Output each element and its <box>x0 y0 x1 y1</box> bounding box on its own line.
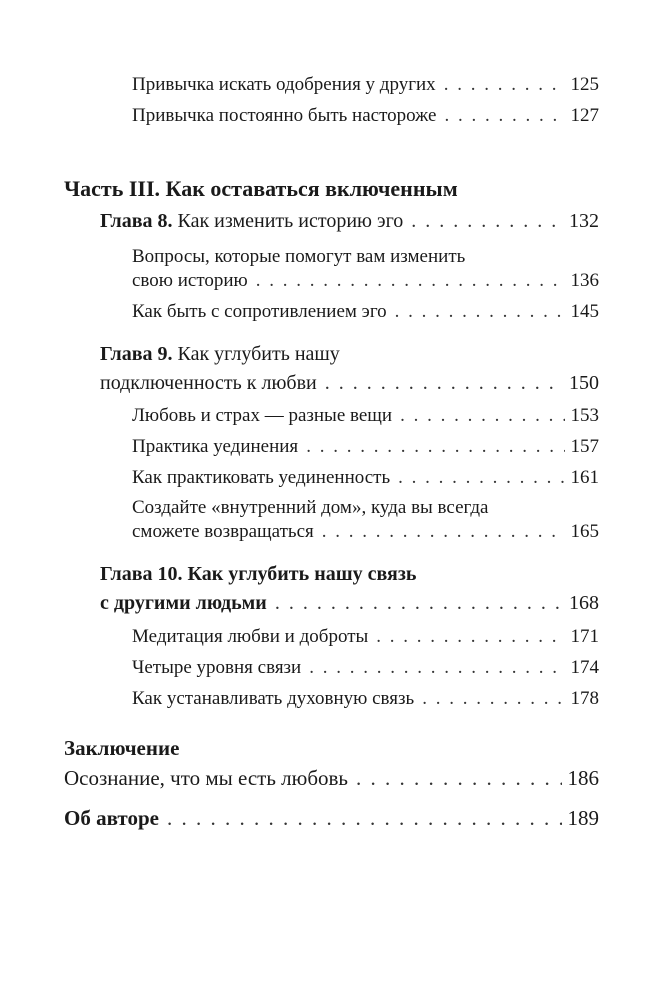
dot-leader <box>395 301 565 323</box>
toc-entry[interactable] <box>132 105 599 127</box>
chapter-title-line1 <box>100 563 416 586</box>
toc-page-number: 127 <box>570 105 599 126</box>
toc-entry[interactable] <box>132 436 599 458</box>
chapter-title-text: подключенность к любви <box>100 372 317 394</box>
dot-leader <box>376 626 564 648</box>
toc-page-number: 153 <box>570 405 599 426</box>
chapter-entry[interactable] <box>100 372 599 395</box>
dot-leader <box>400 405 564 427</box>
toc-entry[interactable] <box>132 688 599 710</box>
chapter-title-text: Как углубить нашу связь <box>187 563 417 585</box>
chapter-title-text: с другими людьми <box>100 592 267 614</box>
toc-page-number: 150 <box>569 372 599 394</box>
toc-entry-title: Привычка искать одобрения у других <box>132 74 436 95</box>
chapter-entry[interactable] <box>100 592 599 615</box>
part-heading: Часть III. Как оставаться включенным <box>64 176 458 201</box>
toc-page-number: 189 <box>567 806 599 830</box>
dot-leader <box>256 270 565 292</box>
toc-entry-title: свою историю <box>132 270 248 291</box>
toc-entry[interactable] <box>64 766 599 791</box>
toc-page-number: 157 <box>570 436 599 457</box>
dot-leader <box>444 105 564 127</box>
toc-entry-title: сможете возвращаться <box>132 521 314 542</box>
toc-page-number: 174 <box>570 657 599 678</box>
toc-entry[interactable] <box>132 467 599 489</box>
toc-entry-title: Как практиковать уединенность <box>132 467 391 488</box>
toc-page-number: 165 <box>570 521 599 542</box>
toc-entry-title: Об авторе <box>64 806 159 830</box>
toc-entry[interactable] <box>64 806 599 831</box>
dot-leader <box>444 74 565 96</box>
dot-leader <box>275 592 563 615</box>
chapter-title-line1 <box>100 343 340 366</box>
chapter-title <box>100 210 403 233</box>
toc-entry-title: Практика уединения <box>132 436 299 457</box>
dot-leader <box>325 372 563 395</box>
chapter-title-text: Как изменить историю эго <box>177 210 404 232</box>
toc-page-number: 186 <box>567 766 599 790</box>
chapter-entry[interactable] <box>100 210 599 233</box>
chapter-label: Глава 8. <box>100 210 173 232</box>
toc-entry[interactable] <box>132 74 599 96</box>
dot-leader <box>322 521 565 543</box>
dot-leader <box>411 210 563 233</box>
chapter-title-text: Как углубить нашу <box>177 343 340 365</box>
toc-page-number: 132 <box>569 210 599 232</box>
toc-page-number: 161 <box>570 467 599 488</box>
chapter-label: Глава 10. <box>100 563 183 585</box>
dot-leader <box>398 467 564 489</box>
chapter-label: Глава 9. <box>100 343 173 365</box>
conclusion-heading: Заключение <box>64 736 180 760</box>
toc-page-number: 178 <box>570 688 599 709</box>
dot-leader <box>422 688 564 710</box>
dot-leader <box>309 657 564 679</box>
dot-leader <box>306 436 564 458</box>
toc-entry-title: Четыре уровня связи <box>132 657 302 678</box>
dot-leader <box>356 766 561 791</box>
toc-entry-title: Любовь и страх — разные вещи <box>132 405 393 426</box>
toc-entry-title: Как устанавливать духовную связь <box>132 688 415 709</box>
toc-page-number: 168 <box>569 592 599 614</box>
toc-entry-title-line1: Создайте «внутренний дом», куда вы всегда <box>132 497 489 518</box>
toc-entry-title: Привычка постоянно быть настороже <box>132 105 437 126</box>
toc-entry[interactable] <box>132 270 599 292</box>
toc-entry[interactable] <box>132 521 599 543</box>
toc-entry-title: Осознание, что мы есть любовь <box>64 766 349 790</box>
toc-entry-title: Как быть с сопротивлением эго <box>132 301 387 322</box>
toc-entry[interactable] <box>132 405 599 427</box>
dot-leader <box>167 806 562 831</box>
toc-page-number: 136 <box>570 270 599 291</box>
toc-page-number: 171 <box>570 626 599 647</box>
toc-page-number: 145 <box>570 301 599 322</box>
toc-entry[interactable] <box>132 626 599 648</box>
toc-page-number: 125 <box>570 74 599 95</box>
toc-entry-title-line1: Вопросы, которые помогут вам изменить <box>132 246 466 267</box>
toc-entry[interactable] <box>132 301 599 323</box>
toc-entry-title: Медитация любви и доброты <box>132 626 369 647</box>
toc-entry[interactable] <box>132 657 599 679</box>
